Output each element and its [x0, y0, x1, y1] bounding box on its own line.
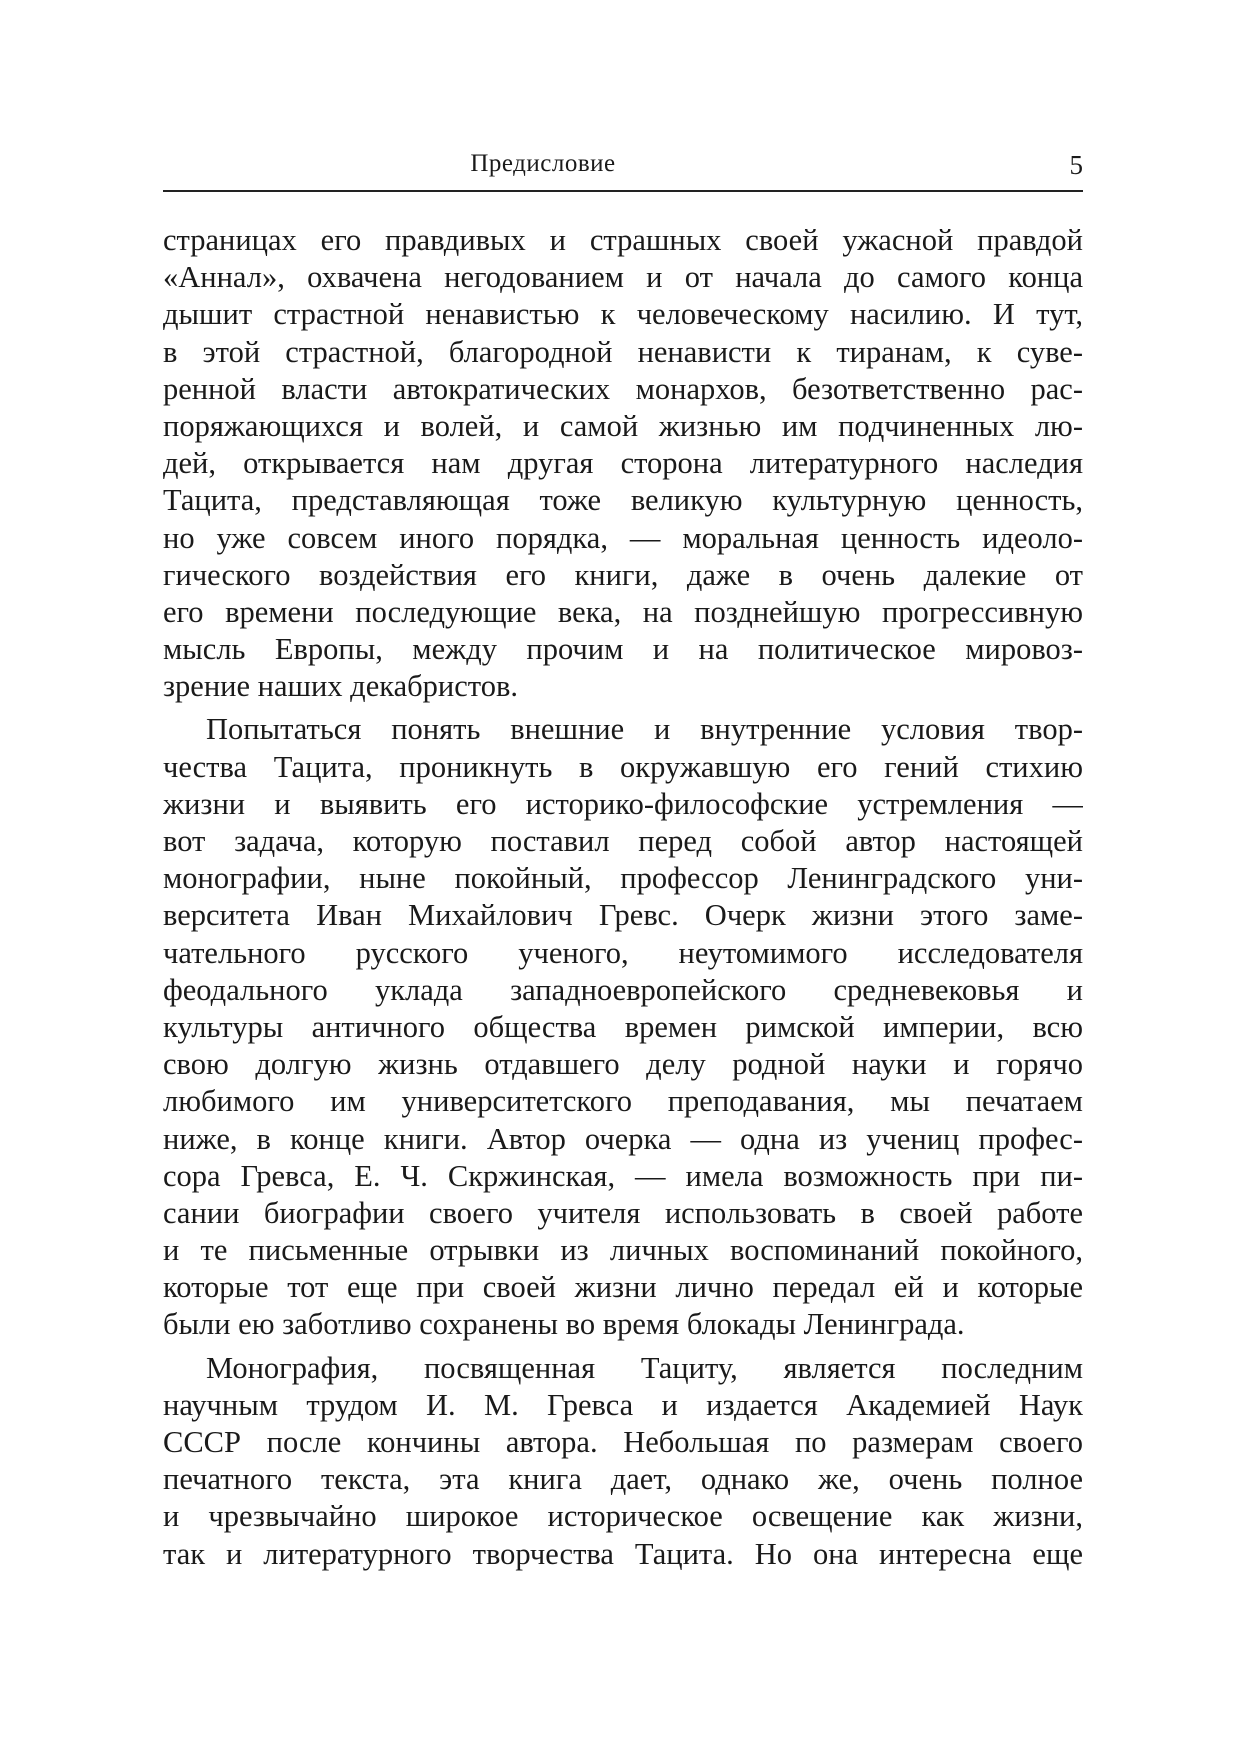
text-line: печатного текста, эта книга дает, однако же, очень полное: [163, 1462, 1083, 1497]
running-title: Предисловие: [470, 150, 616, 177]
text-line: страницах его правдивых и страшных своей ужасной правдой: [163, 223, 1083, 257]
text-line: «Аннал», охвачена негодованием и от начала до самого конца: [163, 260, 1083, 295]
text-line: феодального уклада западноевропейского средневековья и: [163, 972, 1083, 1007]
text-line: сора Гревса, Е. Ч. Скржинская, — имела возможность при пи-: [163, 1158, 1083, 1193]
text-line: монографии, ныне покойный, профессор Ленинградского уни-: [163, 861, 1083, 896]
text-line: ниже, в конце книги. Автор очерка — одна из учениц профес-: [163, 1121, 1083, 1156]
text-line: жизни и выявить его историко-философские устремления —: [163, 786, 1083, 821]
text-line: и чрезвычайно широкое историческое освещение как жизни,: [163, 1499, 1083, 1534]
running-head: [163, 150, 1083, 190]
text-line: любимого им университетского преподавания, мы печатаем: [163, 1084, 1083, 1119]
text-line: чательного русского ученого, неутомимого исследователя: [163, 935, 1083, 970]
text-line: дышит страстной ненавистью к человеческому насилию. И тут,: [163, 297, 1083, 332]
text-line: поряжающихся и волей, и самой жизнью им подчиненных лю-: [163, 408, 1083, 443]
text-line: научным трудом И. М. Гревса и издается Академией Наук: [163, 1387, 1083, 1422]
header-rule: [163, 190, 1083, 192]
text-line: его времени последующие века, на позднейшую прогрессивную: [163, 594, 1083, 629]
text-line: в этой страстной, благородной ненависти к тиранам, к суве-: [163, 334, 1083, 369]
body-text: [163, 222, 1083, 1573]
paragraph-3: [163, 1350, 1083, 1573]
text-line: так и литературного творчества Тацита. Но она интересна еще: [163, 1536, 1083, 1571]
text-line: Попытаться понять внешние и внутренние условия твор-: [206, 712, 1083, 747]
text-line: мысль Европы, между прочим и на политическое мировоз-: [163, 632, 1083, 667]
text-line: дей, открывается нам другая сторона литературного наследия: [163, 446, 1083, 481]
text-line: гического воздействия его книги, даже в очень далекие от: [163, 557, 1083, 592]
text-line: Монография, посвященная Тациту, является последним: [206, 1350, 1083, 1385]
text-line: ренной власти автократических монархов, безответственно рас-: [163, 371, 1083, 406]
text-line: культуры античного общества времен римской империи, всю: [163, 1009, 1083, 1044]
text-line: зрение наших декабристов.: [163, 669, 518, 704]
page-number: 5: [1069, 150, 1083, 180]
text-line: которые тот еще при своей жизни лично передал ей и которые: [163, 1270, 1083, 1305]
paragraph-1: [163, 222, 1083, 705]
text-line: были ею заботливо сохранены во время блокады Ленинграда.: [163, 1307, 965, 1342]
text-line: вот задача, которую поставил перед собой автор настоящей: [163, 824, 1083, 858]
text-line: чества Тацита, проникнуть в окружавшую его гений стихию: [163, 749, 1083, 784]
text-line: и те письменные отрывки из личных воспоминаний покойного,: [163, 1233, 1083, 1268]
text-line: Тацита, представляющая тоже великую культурную ценность,: [163, 483, 1083, 518]
text-line: сании биографии своего учителя использовать в своей работе: [163, 1195, 1083, 1230]
text-line: свою долгую жизнь отдавшего делу родной науки и горячо: [163, 1047, 1083, 1082]
text-line: СССР после кончины автора. Небольшая по размерам своего: [163, 1425, 1083, 1459]
text-line: но уже совсем иного порядка, — моральная ценность идеоло-: [163, 520, 1083, 555]
text-line: верситета Иван Михайлович Гревс. Очерк жизни этого заме-: [163, 898, 1083, 933]
paragraph-2: [163, 711, 1083, 1343]
